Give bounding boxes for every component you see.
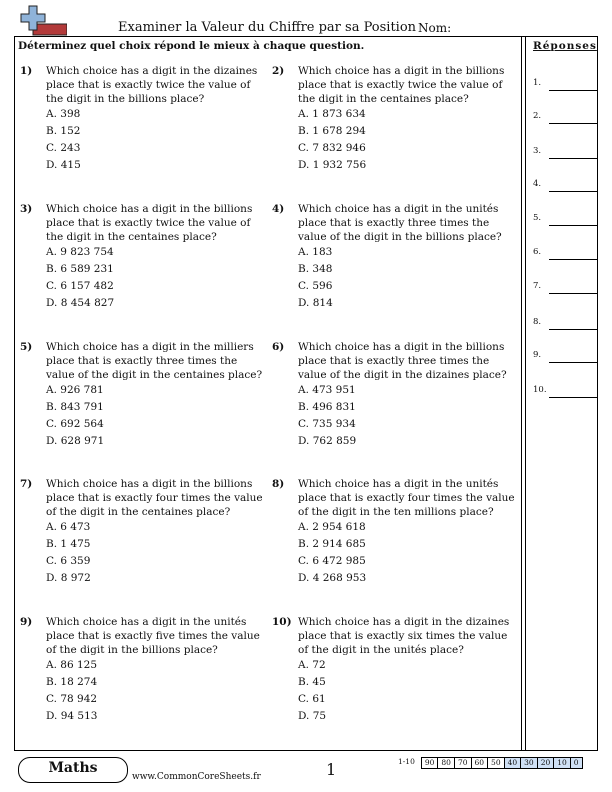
answer-option: B. 6 589 231 xyxy=(46,263,114,275)
score-scale xyxy=(396,757,583,769)
answer-row-2[interactable] xyxy=(533,111,598,125)
question-number: 9) xyxy=(20,616,33,628)
answer-blank[interactable] xyxy=(549,225,597,226)
answer-option: A. 9 823 754 xyxy=(46,246,114,258)
scale-cell: 70 xyxy=(454,757,472,769)
answers-title: Réponses xyxy=(533,40,597,52)
question-text: Which choice has a digit in the dizaines place that is exactly six times the value of the digit in the unités place? xyxy=(298,616,510,656)
footer-site: www.CommonCoreSheets.fr xyxy=(132,772,261,782)
answer-option: B. 1 475 xyxy=(46,538,91,550)
answer-option: A. 183 xyxy=(298,246,333,258)
question-7 xyxy=(20,477,264,587)
question-number: 2) xyxy=(272,65,285,77)
scale-cell: 60 xyxy=(471,757,489,769)
answer-option: C. 6 157 482 xyxy=(46,280,114,292)
question-number: 6) xyxy=(272,341,285,353)
question-6 xyxy=(272,340,516,450)
answer-option: B. 843 791 xyxy=(46,401,104,413)
answer-option: D. 4 268 953 xyxy=(298,572,367,584)
question-3 xyxy=(20,202,264,312)
answer-row-9[interactable] xyxy=(533,350,598,364)
answer-option: D. 762 859 xyxy=(298,435,357,447)
scale-cell: 50 xyxy=(487,757,505,769)
answer-option: B. 45 xyxy=(298,676,326,688)
question-text: Which choice has a digit in the billions place that is exactly twice the value of the digit in the centaines place? xyxy=(298,65,505,105)
answer-row-4[interactable] xyxy=(533,179,598,193)
answer-option: B. 348 xyxy=(298,263,333,275)
answer-row-6[interactable] xyxy=(533,247,598,261)
answer-option: A. 86 125 xyxy=(46,659,97,671)
answer-number: 4. xyxy=(533,179,542,189)
question-number: 7) xyxy=(20,478,33,490)
answer-option: C. 6 359 xyxy=(46,555,91,567)
answer-blank[interactable] xyxy=(549,123,597,124)
answer-option: D. 415 xyxy=(46,159,81,171)
question-text: Which choice has a digit in the unités place that is exactly four times the value of the digit in the ten millions place? xyxy=(298,478,515,518)
answer-number: 9. xyxy=(533,350,542,360)
page-title: Examiner la Valeur du Chiffre par sa Position xyxy=(118,20,417,35)
answer-option: C. 596 xyxy=(298,280,333,292)
question-10 xyxy=(272,615,516,725)
question-text: Which choice has a digit in the milliers place that is exactly three times the value of the digit in the centaines place? xyxy=(46,341,263,381)
question-9 xyxy=(20,615,264,725)
answer-option: B. 18 274 xyxy=(46,676,98,688)
answer-option: A. 473 951 xyxy=(298,384,356,396)
answer-option: C. 78 942 xyxy=(46,693,98,705)
answer-option: A. 926 781 xyxy=(46,384,104,396)
answers-divider-double xyxy=(525,37,526,750)
answer-number: 2. xyxy=(533,111,542,121)
question-4 xyxy=(272,202,516,312)
page-left-border xyxy=(14,37,15,750)
footer-subject: Maths xyxy=(48,760,98,776)
answer-row-7[interactable] xyxy=(533,281,598,295)
question-text: Which choice has a digit in the billions place that is exactly four times the value of the digit in the centaines place? xyxy=(46,478,263,518)
answer-option: C. 61 xyxy=(298,693,326,705)
answer-blank[interactable] xyxy=(549,293,597,294)
answer-option: D. 8 972 xyxy=(46,572,91,584)
answer-row-1[interactable] xyxy=(533,78,598,92)
answer-number: 3. xyxy=(533,146,542,156)
answer-number: 1. xyxy=(533,78,542,88)
answer-number: 10. xyxy=(533,385,547,395)
answer-option: A. 1 873 634 xyxy=(298,108,366,120)
answer-option: C. 6 472 985 xyxy=(298,555,366,567)
scale-cell: 90 xyxy=(421,757,439,769)
answer-blank[interactable] xyxy=(549,158,597,159)
question-number: 4) xyxy=(272,203,285,215)
answer-blank[interactable] xyxy=(549,397,597,398)
header-rule xyxy=(14,36,598,37)
answer-row-3[interactable] xyxy=(533,146,598,160)
answer-option: B. 1 678 294 xyxy=(298,125,366,137)
answer-option: A. 398 xyxy=(46,108,81,120)
answer-option: B. 496 831 xyxy=(298,401,356,413)
question-number: 1) xyxy=(20,65,33,77)
instructions: Déterminez quel choix répond le mieux à chaque question. xyxy=(18,40,365,52)
question-number: 10) xyxy=(272,616,292,628)
scale-cell: 0 xyxy=(570,757,583,769)
answer-option: D. 1 932 756 xyxy=(298,159,367,171)
answer-blank[interactable] xyxy=(549,259,597,260)
answer-number: 8. xyxy=(533,317,542,327)
scale-cell: 30 xyxy=(520,757,538,769)
scale-cell: 80 xyxy=(437,757,455,769)
answer-blank[interactable] xyxy=(549,90,597,91)
answer-option: C. 243 xyxy=(46,142,81,154)
answer-option: D. 75 xyxy=(298,710,327,722)
answer-option: B. 2 914 685 xyxy=(298,538,366,550)
question-2 xyxy=(272,64,516,174)
page-number: 1 xyxy=(326,760,337,779)
answer-option: A. 6 473 xyxy=(46,521,91,533)
answer-number: 7. xyxy=(533,281,542,291)
answer-option: B. 152 xyxy=(46,125,81,137)
answer-option: A. 72 xyxy=(298,659,326,671)
answer-row-8[interactable] xyxy=(533,317,598,331)
question-text: Which choice has a digit in the unités place that is exactly three times the value of the digit in the billions place? xyxy=(298,203,502,243)
answer-blank[interactable] xyxy=(549,362,597,363)
answer-row-10[interactable] xyxy=(533,385,598,399)
question-5 xyxy=(20,340,264,450)
answer-blank[interactable] xyxy=(549,191,597,192)
answer-option: C. 735 934 xyxy=(298,418,356,430)
question-number: 8) xyxy=(272,478,285,490)
answer-option: C. 692 564 xyxy=(46,418,104,430)
scale-cell: 20 xyxy=(537,757,555,769)
footer-rule xyxy=(14,750,598,751)
question-text: Which choice has a digit in the billions place that is exactly three times the value of the digit in the dizaines place? xyxy=(298,341,507,381)
answer-number: 5. xyxy=(533,213,542,223)
question-number: 3) xyxy=(20,203,33,215)
logo-icon xyxy=(19,5,67,37)
answer-option: D. 814 xyxy=(298,297,333,309)
answer-option: D. 94 513 xyxy=(46,710,98,722)
question-1 xyxy=(20,64,264,174)
answer-option: D. 8 454 827 xyxy=(46,297,115,309)
answer-option: D. 628 971 xyxy=(46,435,105,447)
answer-blank[interactable] xyxy=(549,329,597,330)
answer-number: 6. xyxy=(533,247,542,257)
question-text: Which choice has a digit in the billions place that is exactly twice the value of the digit in the centaines place? xyxy=(46,203,253,243)
scale-label: 1-10 xyxy=(398,757,415,766)
answer-row-5[interactable] xyxy=(533,213,598,227)
question-8 xyxy=(272,477,516,587)
scale-cell: 40 xyxy=(504,757,522,769)
question-text: Which choice has a digit in the unités place that is exactly five times the value of the digit in the billions place? xyxy=(46,616,260,656)
answers-divider xyxy=(521,37,522,750)
question-number: 5) xyxy=(20,341,33,353)
question-text: Which choice has a digit in the dizaines place that is exactly twice the value of the digit in the billions place? xyxy=(46,65,258,105)
answer-option: A. 2 954 618 xyxy=(298,521,366,533)
name-label: Nom: xyxy=(418,21,452,35)
answer-option: C. 7 832 946 xyxy=(298,142,366,154)
scale-cell: 10 xyxy=(553,757,571,769)
